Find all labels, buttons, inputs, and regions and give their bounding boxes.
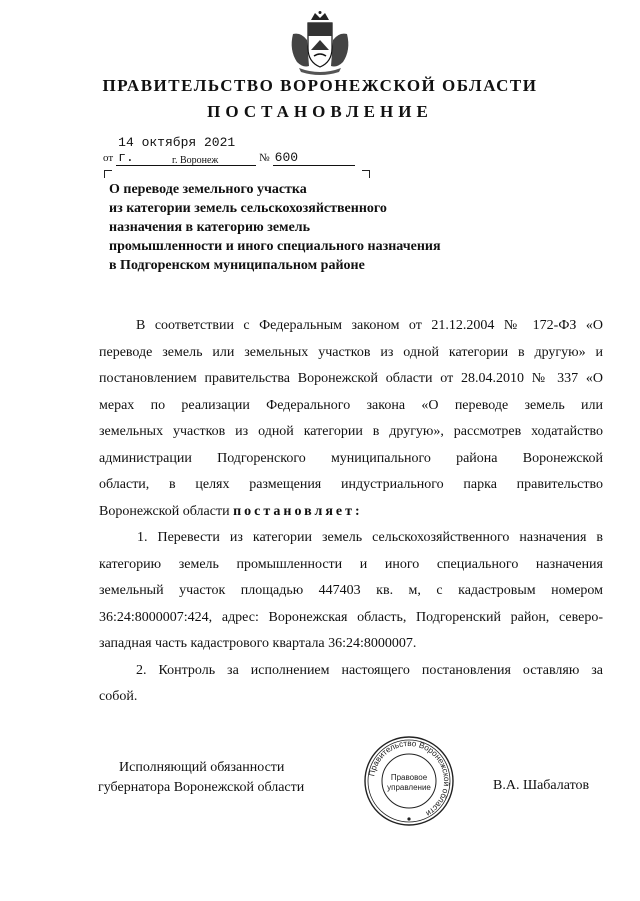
subject-line: в Подгоренском муниципальном районе <box>109 258 365 273</box>
subject-line: промышленности и иного специального назначения <box>109 239 441 254</box>
preamble-line: переводе земель или земельных участков из одной категории в другую» и <box>99 344 603 360</box>
official-stamp <box>363 735 455 827</box>
item-1-last-line: западная часть кадастрового квартала 36:24:8000007. <box>99 636 417 651</box>
signatory-name: В.А. Шабалатов <box>493 778 590 793</box>
item-1-line: 36:24:8000007:424, адрес: Воронежская область, Подгоренский район, северо- <box>99 609 603 625</box>
decree-word: постановляет: <box>233 503 363 519</box>
stamp-center-line: Правовое <box>390 773 428 782</box>
item-1-line: 1. Перевести из категории земель сельскохозяйственного назначения в <box>137 530 603 545</box>
item-2-last-line: собой. <box>99 689 138 704</box>
government-name: ПРАВИТЕЛЬСТВО ВОРОНЕЖСКОЙ ОБЛАСТИ <box>102 76 538 95</box>
date-number-line <box>103 135 355 166</box>
subject-line: назначения в категорию земель <box>109 220 311 235</box>
document-number: 600 <box>273 150 355 166</box>
document-subject <box>109 180 529 275</box>
signatory-position-line: Исполняющий обязанности <box>119 760 285 775</box>
preamble-last-text: Воронежской области <box>99 503 230 519</box>
city-label: г. Воронеж <box>172 155 219 166</box>
item-1-line: земельный участок площадью 447403 кв. м, с кадастровым номером <box>99 583 603 598</box>
subject-bracket-left <box>104 170 112 178</box>
stamp-center-line: управление <box>387 783 431 792</box>
preamble-line: постановлением правительства Воронежской области от 28.04.2010 № 337 «О <box>99 371 603 386</box>
signatory-position <box>98 758 304 798</box>
item-1-line: категорию земель промышленности и иного специального назначения <box>99 556 603 572</box>
preamble-last-line <box>99 499 603 526</box>
signatory-position-line: губернатора Воронежской области <box>98 780 305 795</box>
subject-bracket-right <box>362 170 370 178</box>
document-type-title: ПОСТАНОВЛЕНИЕ <box>207 102 433 121</box>
preamble-line: В соответствии с Федеральным законом от 21.12.2004 № 172-ФЗ «О <box>136 318 603 333</box>
preamble-line: земельных участков из одной категории в другую», рассмотрев ходатайство <box>99 424 603 439</box>
number-prefix: № <box>259 152 270 164</box>
document-body <box>99 313 603 711</box>
preamble-line: администрации Подгоренского муниципального района Воронежской <box>99 450 603 466</box>
date-prefix: от <box>103 152 114 164</box>
coat-of-arms-icon <box>285 10 355 76</box>
subject-line: из категории земель сельскохозяйственного <box>109 201 387 216</box>
item-2-line: 2. Контроль за исполнением настоящего постановления оставляю за <box>136 662 603 678</box>
preamble-line: мерах по реализации Федерального закона «О переводе земель или <box>99 397 603 413</box>
preamble-line: области, в целях размещения индустриального парка правительство <box>99 477 603 492</box>
document-date: 14 октября 2021 г. <box>116 135 256 166</box>
stamp-ring-text: Правительство Воронежской области <box>367 738 452 819</box>
stamp-star-icon <box>407 817 410 820</box>
subject-line: О переводе земельного участка <box>109 182 307 197</box>
